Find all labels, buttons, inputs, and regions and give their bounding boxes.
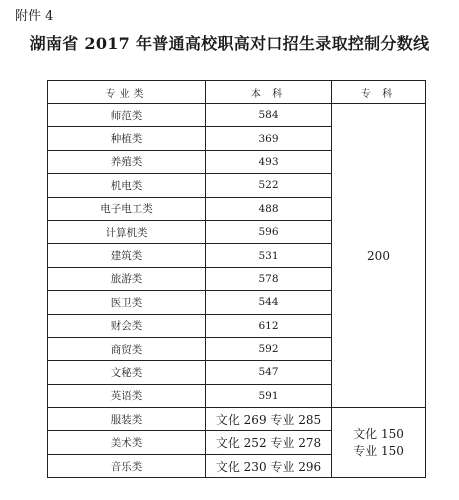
undergrad-score-cell: 578 [206, 267, 332, 290]
undergrad-score-cell: 591 [206, 384, 332, 407]
category-cell: 服装类 [48, 408, 206, 431]
undergrad-score-cell: 584 [206, 104, 332, 127]
table-header-row [48, 81, 426, 104]
undergrad-score-cell: 544 [206, 291, 332, 314]
undergrad-score-cell: 369 [206, 127, 332, 150]
category-cell: 机电类 [48, 174, 206, 197]
column-header-undergrad: 本 科 [206, 81, 332, 104]
category-cell: 种植类 [48, 127, 206, 150]
undergrad-score-cell: 596 [206, 220, 332, 243]
category-cell: 商贸类 [48, 337, 206, 360]
category-cell: 电子电工类 [48, 197, 206, 220]
undergrad-score-cell: 488 [206, 197, 332, 220]
category-cell: 养殖类 [48, 150, 206, 173]
category-cell: 财会类 [48, 314, 206, 337]
column-header-category: 专业类 [48, 81, 206, 104]
category-cell: 建筑类 [48, 244, 206, 267]
attachment-label: 附件 4 [15, 9, 54, 24]
category-cell: 音乐类 [48, 454, 206, 477]
category-cell: 英语类 [48, 384, 206, 407]
undergrad-score-cell: 547 [206, 361, 332, 384]
category-cell: 旅游类 [48, 267, 206, 290]
undergrad-score-cell: 文化 230 专业 296 [206, 454, 332, 477]
category-cell: 计算机类 [48, 220, 206, 243]
undergrad-score-cell: 522 [206, 174, 332, 197]
junior-college-art-culture: 文化 150 [353, 427, 404, 442]
undergrad-score-cell: 文化 252 专业 278 [206, 431, 332, 454]
junior-college-art-major: 专业 150 [353, 443, 404, 458]
category-cell: 文秘类 [48, 361, 206, 384]
column-header-junior-college: 专 科 [332, 81, 426, 104]
category-cell: 美术类 [48, 431, 206, 454]
undergrad-score-cell: 612 [206, 314, 332, 337]
junior-college-art-score-cell [332, 408, 426, 478]
category-cell: 师范类 [48, 104, 206, 127]
page-title: 湖南省 2017 年普通高校职高对口招生录取控制分数线 [29, 34, 430, 53]
table-row [48, 408, 426, 431]
junior-college-score-cell: 200 [332, 104, 426, 408]
undergrad-score-cell: 文化 269 专业 285 [206, 408, 332, 431]
table-row [48, 104, 426, 127]
score-table [47, 80, 426, 478]
category-cell: 医卫类 [48, 291, 206, 314]
undergrad-score-cell: 531 [206, 244, 332, 267]
undergrad-score-cell: 592 [206, 337, 332, 360]
undergrad-score-cell: 493 [206, 150, 332, 173]
